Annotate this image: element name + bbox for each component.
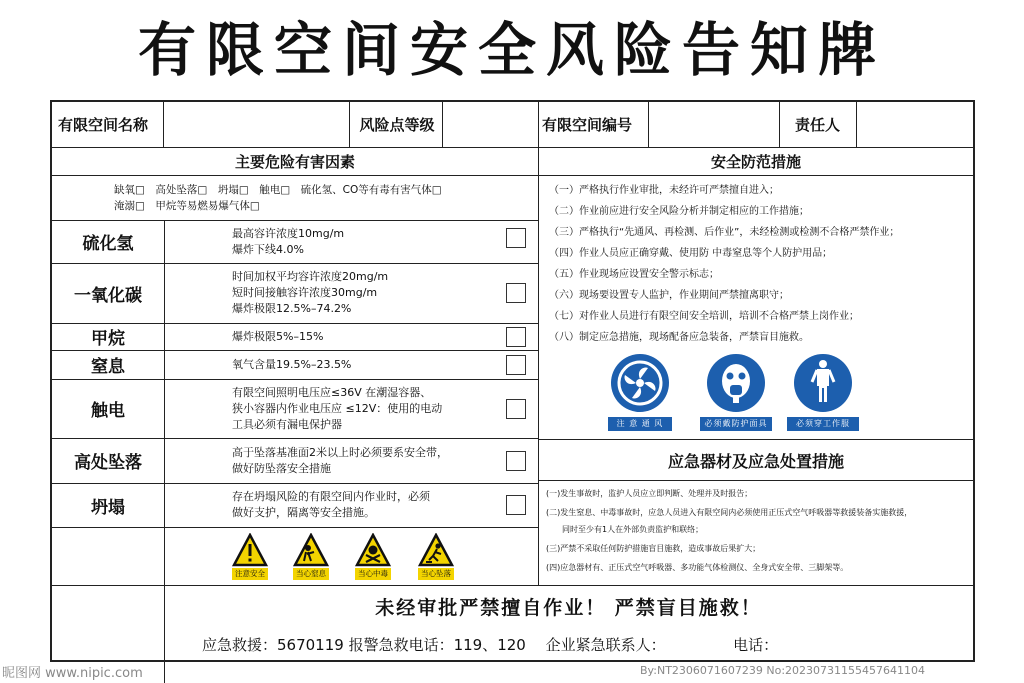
responsible-label: 责任人	[794, 116, 840, 134]
warning-caption: 注意安全	[232, 568, 268, 580]
measure-item-5: （五）作业现场应设置安全警示标志；	[549, 269, 719, 280]
warning-sign-asphyxiation	[293, 533, 329, 581]
desc-line: 高于坠落基准面2米以上时必须要系安全带，	[232, 445, 448, 459]
checkbox-methane[interactable]	[506, 327, 526, 347]
board-title: 有限空间安全风险告知牌	[137, 16, 886, 84]
checkbox-h2s[interactable]	[506, 228, 526, 248]
measure-item-2: （二）作业前应进行安全风险分析并制定相应的工作措施；	[549, 206, 809, 217]
measure-item-3: （三）严格执行“先通风、再检测、后作业”，未经检测或检测不合格严禁作业；	[549, 227, 900, 238]
exclamation-warning-icon	[232, 533, 268, 567]
mandatory-sign-mask	[700, 352, 772, 431]
risk-level-label: 风险点等级	[359, 116, 435, 134]
emergency-header: 应急器材及应急处置措施	[667, 451, 844, 471]
factor-line-2: 淹溺□ 甲烷等易燃易爆气体□	[114, 200, 260, 212]
hazard-name-co: 一氧化碳	[74, 285, 142, 306]
desc-line: 狭小容器内作业电压应 ≤12V：使用的电动	[232, 401, 443, 415]
watermark-site: 昵图网 www.nipic.com	[2, 666, 143, 681]
hazard-name-h2s: 硫化氢	[82, 234, 134, 254]
desc-line: 爆炸极限5%–15%	[232, 329, 324, 343]
mandatory-caption: 注 意 通 风	[608, 417, 672, 431]
hazard-desc-asphyxia	[232, 350, 351, 379]
hazard-desc-electric	[232, 379, 442, 438]
emergency-item-2: (二)发生窒息、中毒事故时，应急人员进入有限空间内必须使用正压式空气呼吸器等救援装备实施救援，	[546, 508, 913, 517]
hazard-desc-methane	[232, 323, 323, 350]
measure-item-6: （六）现场要设置专人监护，作业期间严禁擅离职守；	[549, 290, 789, 301]
measure-item-8: （八）制定应急措施，现场配备应急装备，严禁盲目施救。	[549, 332, 809, 343]
gas-mask-icon	[700, 352, 772, 414]
footer-contacts: 应急救援：5670119 报警急救电话：119、120 企业紧急联系人： 电话：	[202, 636, 779, 654]
hazard-name-asphyxia: 窒息	[91, 357, 125, 377]
warning-caption: 当心窒息	[293, 568, 329, 580]
mandatory-caption: 必须穿工作服	[787, 417, 859, 431]
hazard-name-fall: 高处坠落	[74, 453, 142, 473]
measure-item-4: （四）作业人员应正确穿戴、使用防 中毒窒息等个人防护用品；	[549, 248, 833, 259]
desc-line: 短时间接触容许浓度30mg/m	[232, 286, 378, 299]
space-name-label: 有限空间名称	[58, 116, 149, 134]
desc-line: 时间加权平均容许浓度20mg/m	[232, 270, 389, 283]
warning-sign-fall	[418, 533, 454, 581]
hazards-header: 主要危险有害因素	[234, 153, 355, 171]
desc-line: 有限空间照明电压应≤36V 在潮湿容器、	[232, 385, 432, 399]
asphyxiation-warning-icon	[293, 533, 329, 567]
warning-caption: 当心坠落	[418, 568, 454, 580]
hazard-desc-co	[232, 263, 388, 323]
desc-line: 爆炸极限12.5%–74.2%	[232, 302, 352, 315]
hazard-desc-collapse	[232, 483, 430, 527]
checkbox-asphyxia[interactable]	[506, 355, 526, 375]
mandatory-caption: 必须戴防护面具	[700, 417, 772, 431]
desc-line: 做好支护，隔离等安全措施。	[232, 506, 375, 519]
mandatory-sign-suit	[787, 352, 859, 431]
space-number-label: 有限空间编号	[542, 116, 633, 134]
space-number-value[interactable]	[649, 102, 779, 147]
hazard-name-methane: 甲烷	[91, 329, 125, 349]
measures-header: 安全防范措施	[710, 153, 801, 171]
factor-line-1: 缺氧□ 高处坠落□ 坍塌□ 触电□ 硫化氢、CO等有毒有害气体□	[114, 184, 442, 196]
desc-line: 爆炸下线4.0%	[232, 242, 304, 256]
checkbox-collapse[interactable]	[506, 495, 526, 515]
desc-line: 氧气含量19.5%–23.5%	[232, 357, 352, 371]
hazard-name-collapse: 坍塌	[91, 497, 125, 518]
warning-sign-poison	[355, 533, 391, 581]
fall-warning-icon	[418, 533, 454, 567]
emergency-item-3: (三)严禁不采取任何防护措施盲目施救，造成事故后果扩大；	[546, 544, 761, 553]
desc-line: 做好防坠落安全措施	[232, 461, 331, 475]
mandatory-sign-ventilation	[608, 352, 672, 431]
poison-warning-icon	[355, 533, 391, 567]
hazard-desc-fall	[232, 438, 448, 483]
protective-suit-icon	[787, 352, 859, 414]
risk-level-value[interactable]	[443, 102, 538, 147]
desc-line: 存在坍塌风险的有限空间内作业时，必须	[232, 490, 430, 503]
warning-caption: 当心中毒	[355, 568, 391, 580]
checkbox-co[interactable]	[506, 283, 526, 303]
responsible-value[interactable]	[857, 102, 973, 147]
factor-checklist	[114, 182, 442, 214]
watermark-id: By:NT2306071607239 No:20230731155457641104	[640, 664, 926, 677]
warning-sign-safety	[232, 533, 268, 581]
hazard-desc-h2s	[232, 220, 344, 263]
risk-notice-board	[50, 100, 975, 662]
emergency-item-4: (四)应急器材有、正压式空气呼吸器、多功能气体检测仪、全身式安全带、三脚架等。	[546, 563, 849, 572]
measure-item-7: （七）对作业人员进行有限空间安全培训，培训不合格严禁上岗作业；	[549, 311, 859, 322]
space-name-value[interactable]	[164, 102, 349, 147]
hazard-name-electric: 触电	[91, 401, 125, 421]
measure-item-1: （一）严格执行作业审批，未经许可严禁擅自进入；	[549, 185, 779, 196]
desc-line: 工具必须有漏电保护器	[232, 417, 342, 431]
checkbox-fall[interactable]	[506, 451, 526, 471]
emergency-item-2-cont: 同时至少有1人在外部负责监护和联络；	[546, 525, 704, 534]
emergency-item-1: (一)发生事故时，监护人员应立即判断、处理并及时报告；	[546, 489, 753, 498]
ventilation-icon	[608, 352, 672, 414]
checkbox-electric[interactable]	[506, 399, 526, 419]
footer-slogan: 未经审批严禁擅自作业！ 严禁盲目施救！	[375, 597, 762, 619]
desc-line: 最高容许浓度10mg/m	[232, 226, 345, 240]
